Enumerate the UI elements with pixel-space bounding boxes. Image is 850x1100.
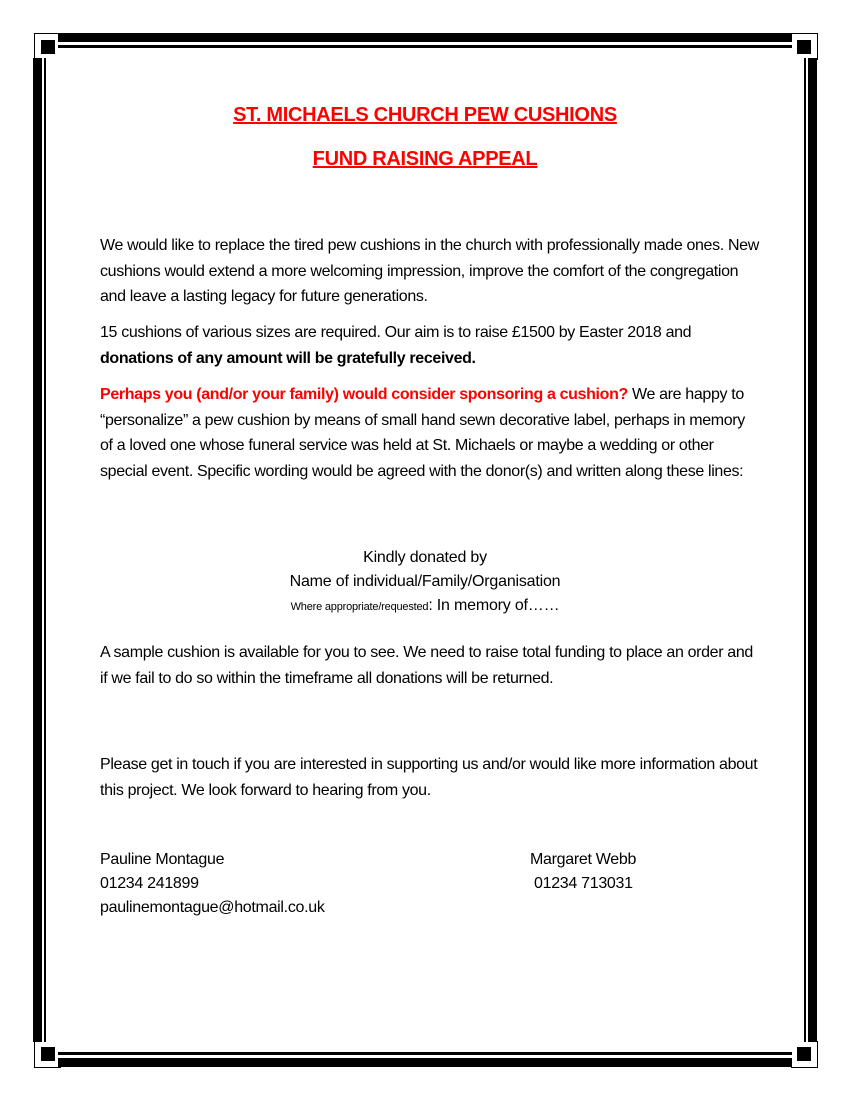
document-title: ST. MICHAELS CHURCH PEW CUSHIONS — [233, 104, 617, 126]
label-where-appropriate: Where appropriate/requested — [290, 601, 429, 613]
border-bottom-thick — [58, 1058, 792, 1067]
contact-email: paulinemontague@hotmail.co.uk — [100, 899, 325, 916]
contact-margaret — [530, 848, 636, 896]
label-line-memory — [0, 594, 850, 619]
sponsorship-text: We are happy to “personalize” a pew cushion by means of small hand sewn decorative label, perhaps in memory of a loved one whose funeral service was held at St. Michaels or maybe a wedding or other special event. Specific wording would be agreed with the donor(s) and written along these lines: — [100, 386, 745, 480]
goal-text: 15 cushions of various sizes are required. Our aim is to raise £1500 by Easter 2018 and — [100, 324, 692, 341]
border-top-thin — [58, 45, 792, 48]
label-line-name: Name of individual/Family/Organisation — [289, 573, 561, 590]
sample-paragraph: A sample cushion is available for you to see. We need to raise total funding to place an order and if we fail to do so within the timeframe all donations will be returned. — [100, 644, 753, 687]
border-corner-top-right — [791, 33, 818, 60]
sponsorship-paragraph — [100, 382, 760, 484]
contact-name: Margaret Webb — [530, 851, 637, 868]
border-bottom-thin — [58, 1052, 792, 1055]
contact-phone: 01234 713031 — [534, 875, 633, 892]
border-corner-bottom-right — [791, 1041, 818, 1068]
intro-paragraph: We would like to replace the tired pew cushions in the church with professionally made ones. New cushions would extend a more welcoming impression, improve the comfort of the congregation and leave a lasting legacy for future generations. — [100, 237, 759, 305]
contact-phone: 01234 241899 — [100, 875, 199, 892]
sponsorship-question: Perhaps you (and/or your family) would consider sponsoring a cushion? — [100, 386, 628, 403]
contact-pauline — [100, 848, 325, 920]
border-corner-top-left — [34, 33, 61, 60]
contact-paragraph: Please get in touch if you are interested in supporting us and/or would like more information about this project. We look forward to hearing from you. — [100, 756, 758, 799]
border-top-thick — [58, 33, 792, 42]
document-subtitle: FUND RAISING APPEAL — [312, 148, 538, 170]
goal-paragraph — [100, 320, 760, 371]
border-corner-bottom-left — [34, 1041, 61, 1068]
label-in-memory: : In memory of…… — [428, 597, 560, 614]
contact-name: Pauline Montague — [100, 851, 225, 868]
label-line-donated-by: Kindly donated by — [363, 549, 487, 566]
donations-emphasis: donations of any amount will be gratefully received. — [100, 349, 476, 367]
